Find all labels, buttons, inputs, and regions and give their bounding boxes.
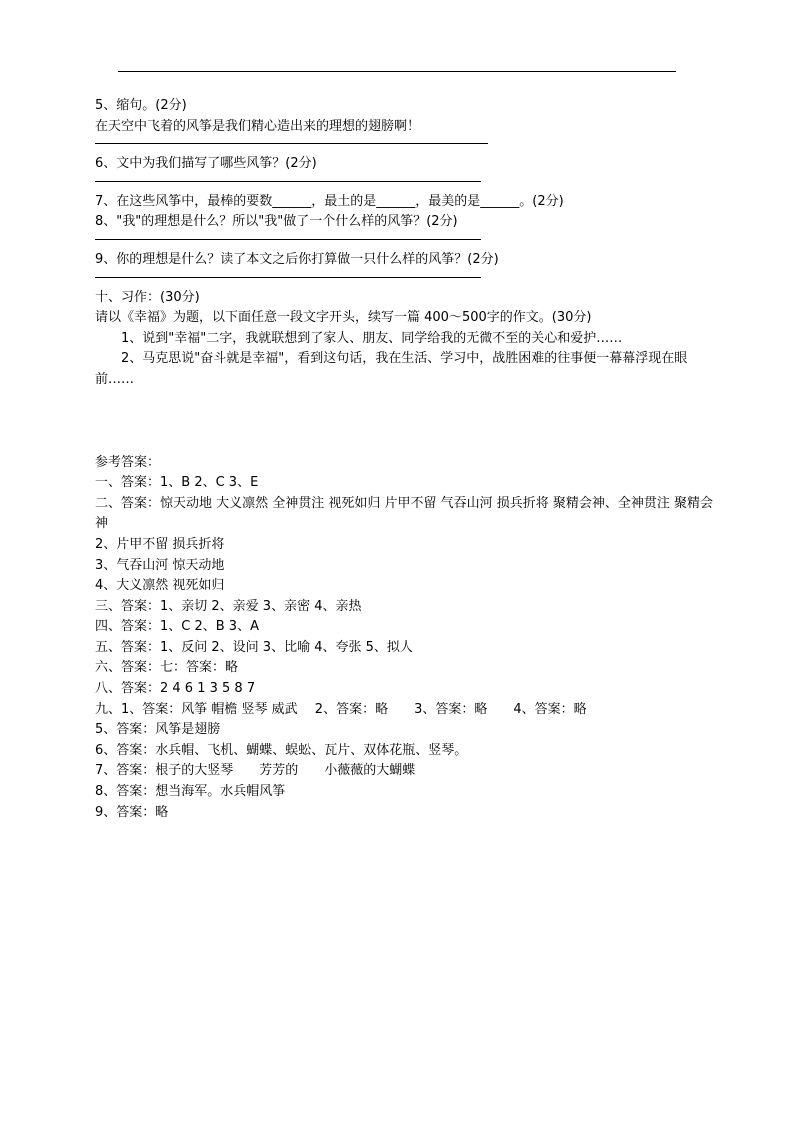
answer-item: 5、答案：风筝是翅膀 <box>95 722 221 738</box>
answer-item: 九、1、答案：风筝 帽檐 竖琴 威武 2、答案：略 3、答案：略 4、答案：略 <box>95 701 587 717</box>
answer-item: 一、答案：1、B 2、C 3、E <box>95 475 259 491</box>
composition-instruction: 请以《幸福》为题，以下面任意一段文字开头，续写一篇 400～500字的作文。(30分) <box>95 310 592 326</box>
answer-item: 2、片甲不留 损兵折将 <box>95 536 225 552</box>
question-5-sentence: 在天空中飞着的风筝是我们精心造出来的理想的翅膀啊！ <box>95 118 421 134</box>
answer-item: 四、答案：1、C 2、B 3、A <box>95 619 259 635</box>
answer-item: 7、答案：根子的大竖琴 芳芳的 小薇薇的大蝴蝶 <box>95 763 416 779</box>
answer-item: 八、答案：2 4 6 1 3 5 8 7 <box>95 681 256 697</box>
answer-line-5 <box>95 137 488 144</box>
answer-item: 4、大义凛然 视死如归 <box>95 578 225 594</box>
question-8: 8、"我"的理想是什么？所以"我"做了一个什么样的风筝？(2分) <box>95 214 458 230</box>
composition-option-2: 2、马克思说"奋斗就是幸福"，看到这句话，我在生活、学习中，战胜困难的往事便一幕幕浮现在眼前…… <box>95 351 688 387</box>
answer-item: 二、答案：惊天动地 大义凛然 全神贯注 视死如归 片甲不留 气吞山河 损兵折将 聚精会神、全神贯注 聚精会神 <box>95 495 714 532</box>
answer-line-8 <box>95 233 481 240</box>
answer-item: 6、答案：水兵帽、飞机、蝴蝶、蜈蚣、瓦片、双体花瓶、竖琴。 <box>95 742 468 758</box>
composition-option-1: 1、说到"幸福"二字，我就联想到了家人、朋友、同学给我的无微不至的关心和爱护…… <box>121 330 623 346</box>
answer-item: 五、答案：1、反问 2、设问 3、比喻 4、夸张 5、拟人 <box>95 639 413 655</box>
question-9: 9、你的理想是什么？读了本文之后你打算做一只什么样的风筝？(2分) <box>95 251 499 267</box>
question-5: 5、缩句。(2分) <box>95 98 187 113</box>
question-6: 6、文中为我们描写了哪些风筝？(2分) <box>95 156 317 172</box>
answer-line-6 <box>95 175 481 182</box>
answer-item: 六、答案：七：答案：略 <box>95 660 239 676</box>
header-rule <box>118 71 676 72</box>
spacer <box>95 391 715 453</box>
composition-heading: 十、习作：(30分) <box>95 289 200 305</box>
answer-item: 3、气吞山河 惊天动地 <box>95 557 225 573</box>
answers-title: 参考答案： <box>95 454 161 470</box>
answer-item: 三、答案：1、亲切 2、亲爱 3、亲密 4、亲热 <box>95 598 362 614</box>
question-7: 7、在这些风筝中，最棒的要数______，最土的是______，最美的是______。(2分) <box>95 193 564 209</box>
answer-item: 9、答案：略 <box>95 804 169 820</box>
document-body <box>95 96 715 823</box>
answer-line-9 <box>95 271 481 278</box>
answer-item: 8、答案：想当海军。水兵帽风筝 <box>95 784 286 800</box>
